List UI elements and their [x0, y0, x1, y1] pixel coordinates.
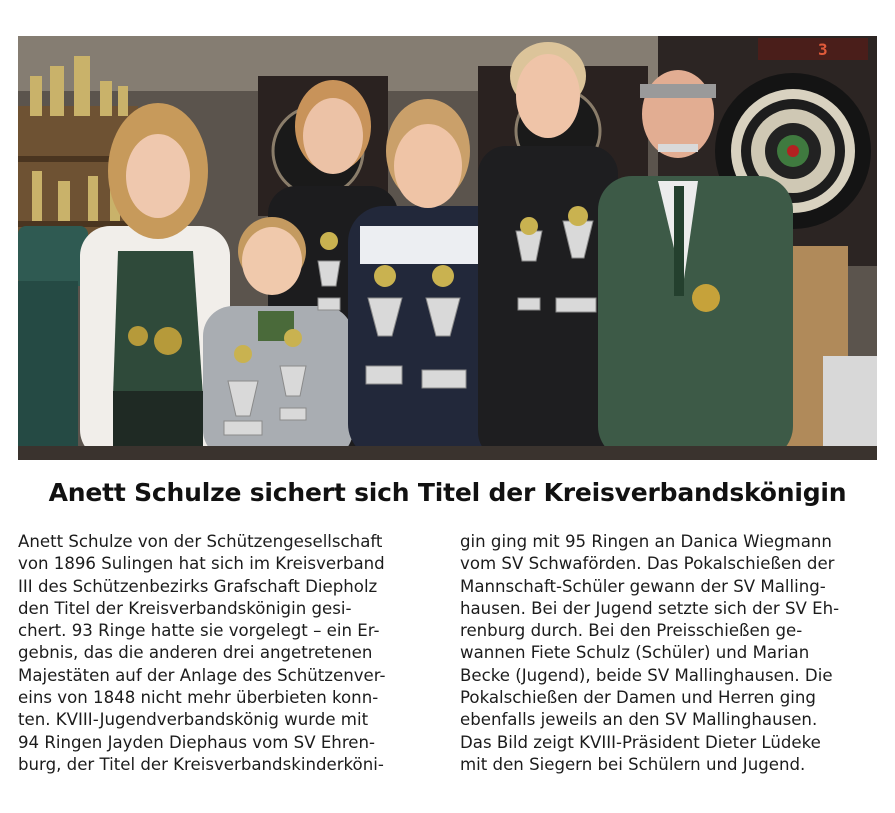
body-line: mit den Siegern bei Schülern und Jugend.: [460, 754, 806, 774]
body-line: gebnis, das die anderen drei angetretenen: [18, 643, 373, 663]
chair: [18, 226, 88, 286]
body-line: chert. 93 Ringe hatte sie vorgelegt – ein Er-: [18, 621, 380, 641]
body-line: den Titel der Kreisverbandskönigin gesi-: [18, 598, 352, 618]
body-line: wannen Fiete Schulz (Schüler) und Marian: [460, 643, 810, 663]
body-line: Pokalschießen der Damen und Herren ging: [460, 688, 816, 708]
article-body-right-column: [460, 531, 880, 776]
radiator: [823, 356, 877, 446]
body-line: 94 Ringen Jayden Diephaus vom SV Ehren-: [18, 732, 375, 752]
body-line: gin ging mit 95 Ringen an Danica Wiegmann: [460, 532, 832, 551]
body-line: hausen. Bei der Jugend setzte sich der SV Eh-: [460, 598, 840, 618]
body-line: Becke (Jugend), beide SV Mallinghausen. Die: [460, 665, 833, 685]
body-line: vom SV Schwaförden. Das Pokalschießen der: [460, 554, 835, 574]
group-photo: [18, 36, 877, 460]
body-line: von 1896 Sulingen hat sich im Kreisverband: [18, 554, 385, 574]
article-headline: Anett Schulze sichert sich Titel der Kreisverbandskönigin: [48, 478, 847, 507]
article-photo: [18, 36, 877, 460]
article-body-left-column: [18, 531, 446, 776]
scoreboard-digit: 3: [818, 40, 828, 59]
body-line: burg, der Titel der Kreisverbandskinderköni-: [18, 754, 384, 774]
floor: [18, 446, 877, 460]
body-line: renburg durch. Bei den Preisschießen ge-: [460, 621, 803, 641]
body-line: Anett Schulze von der Schützengesellschaft: [18, 532, 383, 551]
body-line: eins von 1848 nicht mehr überbieten konn-: [18, 688, 379, 708]
body-line: ten. KVIII-Jugendverbandskönig wurde mit: [18, 710, 369, 730]
body-line: ebenfalls jeweils an den SV Mallinghausen.: [460, 710, 818, 730]
body-line: Mannschaft-Schüler gewann der SV Malling-: [460, 576, 826, 596]
scoreboard: [758, 38, 868, 60]
body-line: Majestäten auf der Anlage des Schützenver-: [18, 665, 386, 685]
body-line: Das Bild zeigt KVIII-Präsident Dieter Lüdeke: [460, 732, 821, 752]
body-line: III des Schützenbezirks Grafschaft Diepholz: [18, 576, 378, 596]
